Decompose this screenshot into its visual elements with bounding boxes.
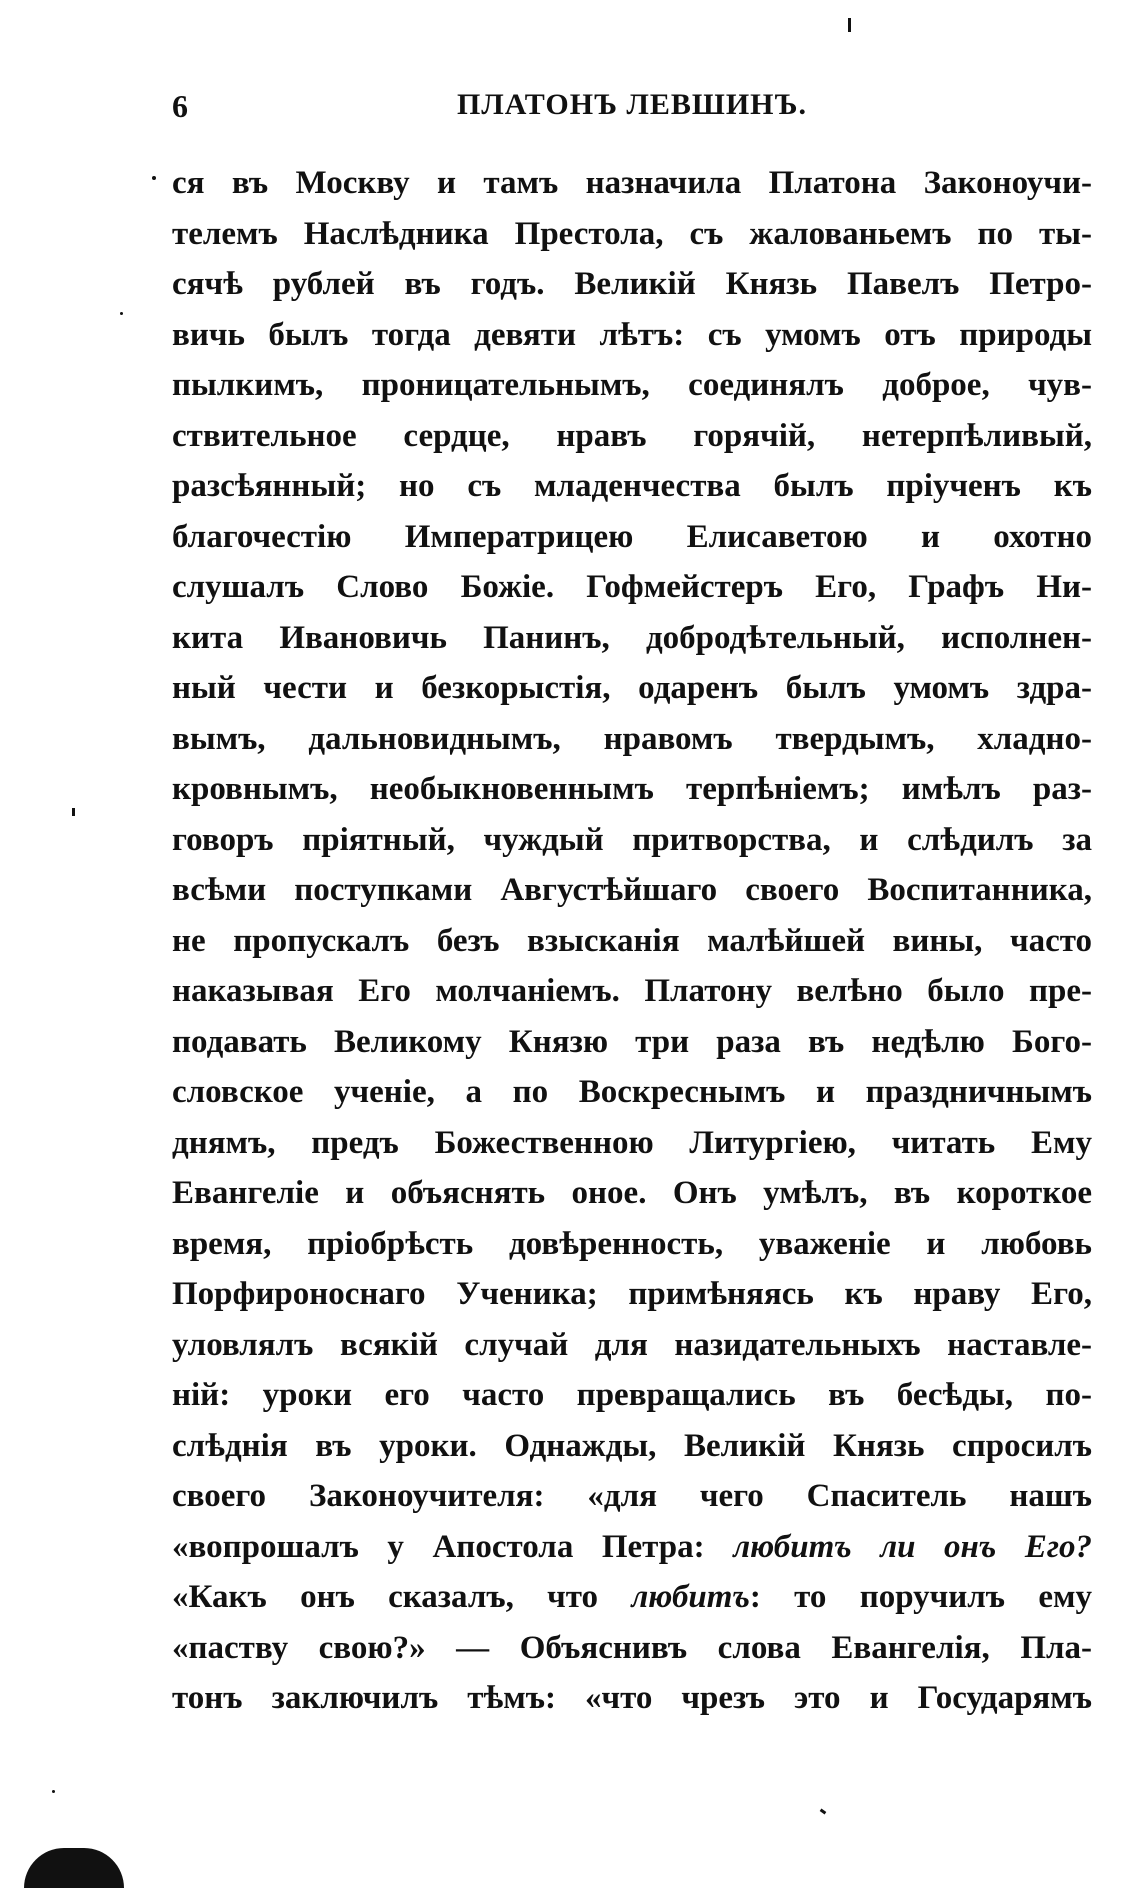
text-line: благочестію Императрицею Елисаветою и охотно: [172, 518, 1092, 555]
scan-speck: [848, 18, 851, 32]
text-line: ній: уроки его часто превращались въ бесѣды, по-: [172, 1377, 1092, 1413]
line-segment: : то поручилъ ему: [749, 1579, 1092, 1615]
text-line: слушалъ Слово Божіе. Гофмейстеръ Его, Графъ Ни-: [172, 569, 1092, 605]
text-line: Порфироноснаго Ученика; примѣняясь къ нраву Его,: [172, 1276, 1092, 1312]
text-line: вымъ, дальновиднымъ, нравомъ твердымъ, хладно-: [172, 720, 1092, 757]
ink-blob: [24, 1848, 124, 1888]
text-line: слѣднія въ уроки. Однажды, Великій Князь спросилъ: [172, 1427, 1092, 1464]
scan-speck: [120, 312, 123, 315]
text-line: вичь былъ тогда девяти лѣтъ: съ умомъ отъ природы: [172, 316, 1092, 353]
text-line: тонъ заключилъ тѣмъ: «что чрезъ это и Государямъ: [172, 1680, 1092, 1716]
italic-word: любитъ: [631, 1579, 750, 1615]
text-line: пылкимъ, проницательнымъ, соединялъ доброе, чув-: [172, 367, 1092, 403]
line-segment: «Какъ онъ сказалъ, что: [172, 1579, 632, 1615]
text-line: ся въ Москву и тамъ назначила Платона Законоучи-: [172, 165, 1092, 201]
text-line-italic-word: [172, 1572, 1092, 1623]
text-line: словское ученіе, а по Воскреснымъ и праздничнымъ: [172, 1074, 1092, 1110]
text-line: всѣми поступками Августѣйшаго своего Воспитанника,: [172, 872, 1092, 908]
text-line: не пропускалъ безъ взысканія малѣйшей вины, часто: [172, 922, 1092, 959]
text-line: наказывая Его молчаніемъ. Платону велѣно было пре-: [172, 973, 1092, 1009]
text-line: время, пріобрѣсть довѣренность, уваженіе и любовь: [172, 1225, 1092, 1262]
line-segment: «вопрошалъ у Апостола Петра:: [172, 1528, 734, 1565]
body-text: [172, 158, 1092, 1724]
text-line: говоръ пріятный, чуждый притворства, и слѣдилъ за: [172, 821, 1092, 858]
text-line: ствительное сердце, нравъ горячій, нетерпѣливый,: [172, 417, 1092, 454]
running-title: ПЛАТОНЪ ЛЕВШИНЪ.: [457, 88, 807, 121]
text-line: днямъ, предъ Божественною Литургіею, читать Ему: [172, 1124, 1092, 1161]
text-line: телемъ Наслѣдника Престола, съ жалованьемъ по ты-: [172, 215, 1092, 252]
text-line: сячѣ рублей въ годъ. Великій Князь Павелъ Петро-: [172, 266, 1092, 302]
text-line: уловлялъ всякій случай для назидательныхъ наставле-: [172, 1326, 1092, 1363]
page-number: 6: [172, 88, 188, 124]
text-line: «паству свою?» — Объяснивъ слова Евангелія, Пла-: [172, 1629, 1092, 1666]
scan-speck: [72, 808, 75, 816]
scan-speck: [820, 1809, 827, 1815]
page-header: [172, 88, 1092, 128]
text-line: подавать Великому Князю три раза въ недѣлю Бого-: [172, 1023, 1092, 1060]
text-line: разсѣянный; но съ младенчества былъ пріученъ къ: [172, 468, 1092, 504]
text-line: кита Ивановичь Панинъ, добродѣтельный, исполнен-: [172, 619, 1092, 656]
text-line: ный чести и безкорыстія, одаренъ былъ умомъ здра-: [172, 670, 1092, 706]
italic-phrase: любитъ ли онъ Его?: [733, 1528, 1093, 1565]
text-line-italic-phrase: [172, 1522, 1092, 1573]
text-line: кровнымъ, необыкновеннымъ терпѣніемъ; имѣлъ раз-: [172, 771, 1092, 807]
scan-speck: [152, 176, 156, 180]
text-line: Евангеліе и объяснять оное. Онъ умѣлъ, въ короткое: [172, 1175, 1092, 1211]
scan-speck: [52, 1790, 55, 1793]
text-line: своего Законоучителя: «для чего Спаситель нашъ: [172, 1478, 1092, 1514]
